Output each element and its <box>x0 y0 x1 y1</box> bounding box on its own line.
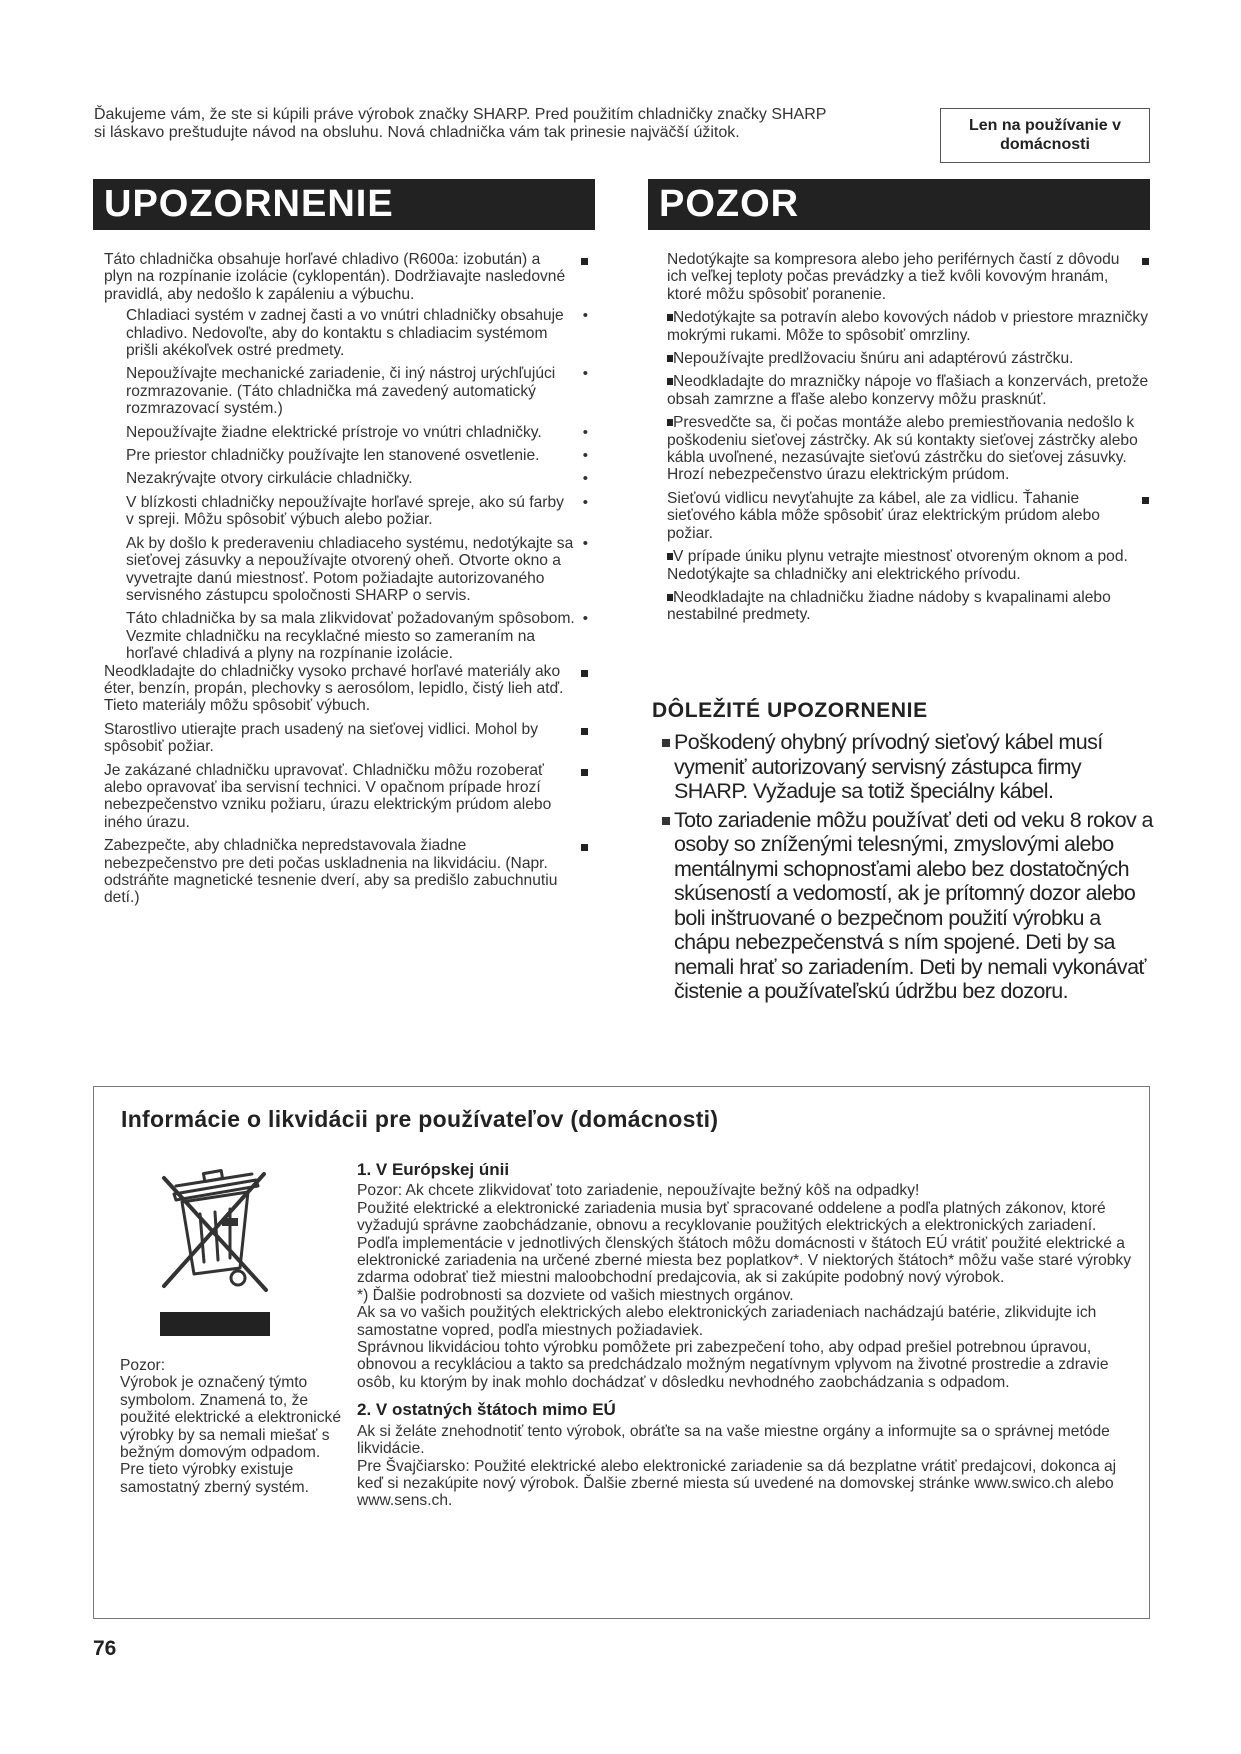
important-notice-list <box>668 730 1158 1008</box>
caution-banner: POZOR <box>648 179 1150 230</box>
caution-item: Nepoužívajte predlžovaciu šnúru ani adaptérovú zástrčku. <box>667 350 1151 367</box>
page-number: 76 <box>93 1637 117 1660</box>
square-bullet-icon <box>662 739 670 747</box>
caution-item: Nedotýkajte sa kompresora alebo jeho periférnych častí z dôvodu ich veľkej teploty počas prevádzky a tiež kvôli kovovým hranám, ktoré môžu spôsobiť poranenie. <box>667 251 1151 303</box>
section-non-eu-title: 2. V ostatných štátoch mimo EÚ <box>357 1400 616 1420</box>
dot-bullet-icon: • <box>582 470 588 488</box>
section-eu-paragraph: Pozor: Ak chcete zlikvidovať toto zariadenie, nepoužívajte bežný kôš na odpadky! <box>357 1182 920 1200</box>
caution-item: Neodkladajte do mrazničky nápoje vo fľašiach a konzervách, pretože obsah zamrzne a fľaše alebo konzervy môžu prasknúť. <box>667 373 1149 408</box>
warning-item: Starostlivo utierajte prach usadený na sieťovej vidlici. Mohol by spôsobiť požiar. <box>104 721 590 756</box>
section-eu-paragraph: Použité elektrické a elektronické zariadenia musia byť spracované oddelene a podľa platných zákonov, ktoré vyžadujú správne zaobchádzanie, obnovu a recyklovanie použitých elektrických a elektronických zariadení. <box>357 1199 1106 1235</box>
square-bullet-icon <box>1142 497 1149 504</box>
dot-bullet-icon: • <box>582 610 588 628</box>
disposal-text <box>357 1161 1137 1510</box>
intro-line-1: Ďakujeme vám, že ste si kúpili práve výrobok značky SHARP. Pred použitím chladničky značky SHARP <box>94 106 827 123</box>
caution-item: V prípade úniku plynu vetrajte miestnosť otvoreným oknom a pod. Nedotýkajte sa chladničky ani elektrického prívodu. <box>667 548 1128 583</box>
caution-item: Neodkladajte na chladničku žiadne nádoby s kvapalinami alebo nestabilné predmety. <box>667 588 1111 624</box>
section-eu-title: 1. V Európskej únii <box>357 1160 510 1179</box>
disposal-title: Informácie o likvidácii pre používateľov (domácnosti) <box>121 1106 719 1132</box>
section-eu-paragraph: Správnou likvidáciou tohto výrobku pomôžete pri zabezpečení toho, aby odpad prešiel potrebnou úpravou, obnovou a recykláciou a takto sa predchádzalo možným negatívnym vplyvom na životné prostredie a zdravie osôb, ku ktorým by inak mohlo dochádzať v dôsledku nevhodného zaobchádzania s odpadom. <box>357 1339 1109 1391</box>
household-use-line-1: Len na používanie v <box>968 117 1122 134</box>
warning-subitem: Ak by došlo k prederaveniu chladiaceho systému, nedotýkajte sa sieťovej zásuvky a nepoužívajte otvorený oheň. Otvorte okno a vyvetrajte danú miestnosť. Potom požiadajte autorizovaného servisného zástupcu spoločnosti SHARP o servis. • <box>126 534 588 604</box>
dot-bullet-icon: • <box>582 423 588 441</box>
square-bullet-icon <box>581 844 588 851</box>
section-eu-paragraph: *) Ďalšie podrobnosti sa dozviete od vašich miestnych orgánov. <box>357 1286 794 1304</box>
square-bullet-icon <box>581 670 588 677</box>
important-item: Poškodený ohybný prívodný sieťový kábel musí vymeniť autorizovaný servisný zástupca firmy SHARP. Vyžaduje sa totiž špeciálny kábel. <box>668 730 1158 804</box>
dot-bullet-icon: • <box>582 447 588 465</box>
section-eu-paragraph: Ak sa vo vašich použitých elektrických alebo elektronických zariadeniach nachádzajú batérie, zlikvidujte ich samostatne vopred, podľa miestnych požiadaviek. <box>357 1304 1097 1339</box>
warning-list <box>104 251 590 907</box>
crossed-out-bin-icon <box>152 1158 278 1340</box>
warning-subitem: Chladiaci systém v zadnej časti a vo vnútri chladničky obsahuje chladivo. Nedovoľte, aby do kontaktu s chladiacim systémom prišli akékoľvek ostré predmety. • <box>126 307 588 360</box>
disposal-note-title: Pozor: <box>120 1357 166 1374</box>
caution-list <box>667 251 1151 624</box>
dot-bullet-icon: • <box>582 493 588 511</box>
intro-line-2: si láskavo preštudujte návod na obsluhu. Nová chladnička vám tak prinesie najväčší úžitok. <box>94 124 740 141</box>
household-use-box <box>940 108 1150 163</box>
square-bullet-icon <box>581 769 588 776</box>
section-eu-paragraph: Podľa implementácie v jednotlivých členských štátoch môžu domácnosti v štátoch EÚ vrátiť použité elektrické a elektronické zariadenia na určené zberné miesta bez poplatkov*. V niektorých štátoch* môžu vaše staré výrobky zdarma odobrať tiež miestni maloobchodní predajcovia, ak si zakúpite podobný nový výrobok. <box>357 1234 1132 1287</box>
warning-item: Táto chladnička obsahuje horľavé chladivo (R600a: izobután) a plyn na rozpínanie izolácie (cyklopentán). Dodržiavajte nasledovné pravidlá, aby nedošlo k zapáleniu a výbuchu. <box>104 251 590 303</box>
dot-bullet-icon: • <box>582 365 588 383</box>
warning-banner: UPOZORNENIE <box>93 179 595 230</box>
caution-item: Presvedčte sa, či počas montáže alebo premiestňovania nedošlo k poškodeniu sieťovej zástrčky. Ak sú kontakty sieťovej zástrčky alebo kábla uvoľnené, nezasúvajte sieťovú zástrčku do sieťovej zásuvky. Hrozí nebezpečenstvo úrazu elektrickým prúdom. <box>667 414 1138 484</box>
caution-item: Sieťovú vidlicu nevyťahujte za kábel, ale za vidlicu. Ťahanie sieťového kábla môže spôsobiť úraz elektrickým prúdom alebo požiar. <box>667 490 1151 542</box>
important-notice-title: DÔLEŽITÉ UPOZORNENIE <box>652 699 928 722</box>
dot-bullet-icon: • <box>582 534 588 552</box>
warning-subitem: V blízkosti chladničky nepoužívajte horľavé spreje, ako sú farby v spreji. Môžu spôsobiť výbuch alebo požiar. • <box>126 493 588 529</box>
warning-subitem: Nepoužívajte žiadne elektrické prístroje vo vnútri chladničky. • <box>126 423 588 441</box>
caution-item: Nedotýkajte sa potravín alebo kovových nádob v priestore mrazničky mokrými rukami. Môže to spôsobiť omrzliny. <box>667 309 1148 344</box>
section-non-eu-paragraph: Ak si želáte znehodnotiť tento výrobok, obráťte sa na vaše miestne orgány a informujte sa o správnej metóde likvidácie. <box>357 1422 1110 1458</box>
warning-subitem: Táto chladnička by sa mala zlikvidovať požadovaným spôsobom. Vezmite chladničku na recyklačné miesto so zameraním na horľavé chladivá a plyny na rozpínanie izolácie. • <box>126 610 588 663</box>
square-bullet-icon <box>662 817 670 825</box>
disposal-note-text: Výrobok je označený týmto symbolom. Znamená to, že použité elektrické a elektronické výrobky by sa nemali miešať s bežným domovým odpadom. Pre tieto výrobky existuje samostatný zberný systém. <box>120 1374 342 1496</box>
dot-bullet-icon: • <box>582 307 588 325</box>
warning-subitem: Nezakrývajte otvory cirkulácie chladničky. • <box>126 470 588 488</box>
disposal-note <box>120 1357 344 1496</box>
warning-subitem: Nepoužívajte mechanické zariadenie, či iný nástroj urýchľujúci rozmrazovanie. (Táto chladnička má zavedený automatický rozmrazovací systém.) • <box>126 365 588 418</box>
intro-text <box>94 106 914 142</box>
household-use-line-2: domácnosti <box>1000 136 1090 153</box>
section-non-eu-paragraph: Pre Švajčiarsko: Použité elektrické alebo elektronické zariadenie sa dá bezplatne vrátiť predajcovi, dokonca aj keď si nezakúpite nový výrobok. Ďalšie zberné miesta sú uvedené na domovskej stránke www.swico.ch alebo www.sens.ch. <box>357 1457 1117 1510</box>
warning-subitem: Pre priestor chladničky používajte len stanovené osvetlenie. • <box>126 447 588 465</box>
warning-item: Neodkladajte do chladničky vysoko prchavé horľavé materiály ako éter, benzín, propán, plechovky s aerosólom, lepidlo, čistý lieh atď. <box>104 663 590 698</box>
warning-item: Zabezpečte, aby chladnička nepredstavovala žiadne nebezpečenstvo pre deti počas uskladnenia na likvidáciu. (Napr. odstráňte magnetické tesnenie dverí, aby sa predišlo zabuchnutiu detí.) <box>104 837 590 907</box>
warning-item: Je zakázané chladničku upravovať. Chladničku môžu rozoberať alebo opravovať iba servisní technici. V opačnom prípade hrozí nebezpečenstvo vzniku požiaru, úrazu elektrickým prúdom alebo iného úrazu. <box>104 762 590 832</box>
important-item: Toto zariadenie môžu používať deti od veku 8 rokov a osoby so zníženými telesnými, zmyslovými alebo mentálnymi schopnosťami alebo bez dostatočných skúseností a vedomostí, ak je prítomný dozor alebo boli inštruované o bezpečnom použití výrobku a chápu nebezpečenstvá s ním spojené. Deti by sa nemali hrať so zariadením. Deti by nemali vykonávať čistenie a používateľskú údržbu bez dozoru. <box>668 808 1158 1004</box>
warning-item-note: Tieto materiály môžu spôsobiť výbuch. <box>104 697 371 715</box>
square-bullet-icon <box>581 728 588 735</box>
square-bullet-icon <box>1142 258 1149 265</box>
square-bullet-icon <box>581 258 588 265</box>
